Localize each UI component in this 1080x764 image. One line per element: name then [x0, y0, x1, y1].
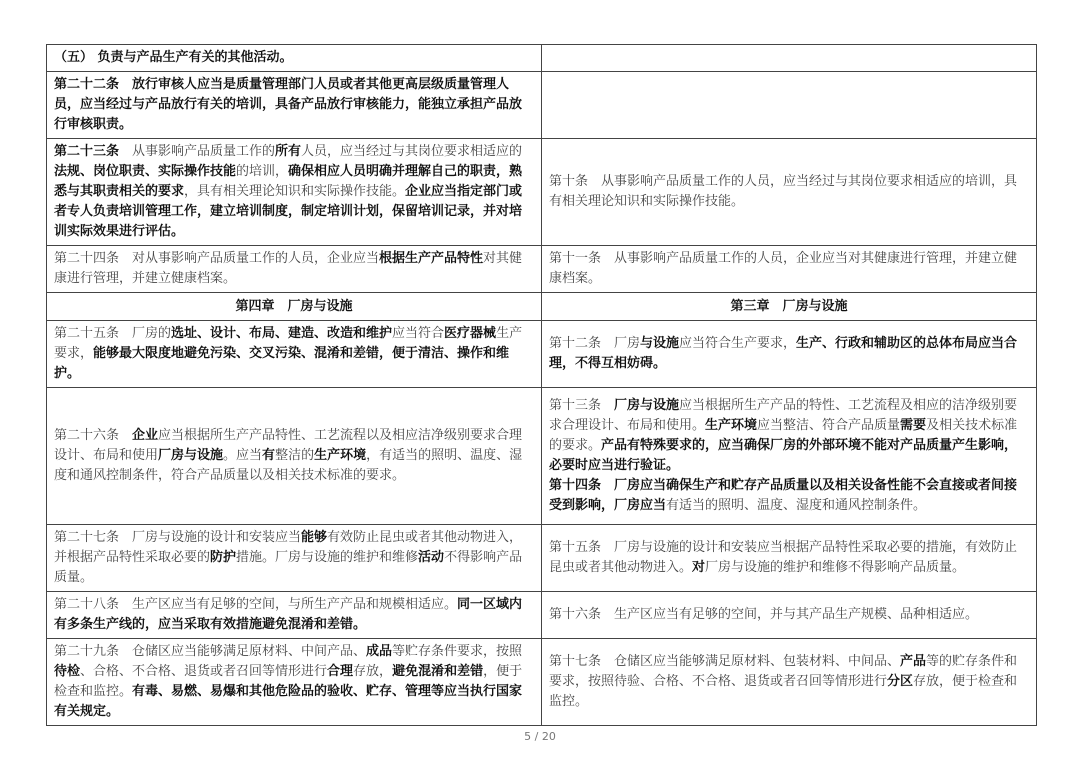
clause-text: 等的贮存条件和要求，按照待验、合格、不合格、退货或者召回等情形进行: [549, 654, 1018, 689]
clause-text: 第二十四条 对从事影响产品质量工作的人员，企业应当: [54, 251, 380, 266]
emphasized-text: 有: [262, 448, 276, 463]
old-regulation-cell: [542, 388, 1037, 525]
article-row: [47, 321, 1037, 388]
clause-text: 等贮存条件要求，按照: [392, 644, 523, 659]
emphasized-text: 企业: [132, 428, 159, 443]
old-regulation-cell: [542, 321, 1037, 388]
clause-text: 第十五条 厂房与设施的设计和安装应当根据产品特性采取必要的措施，有效防止昆虫或者其他动物进入。: [549, 540, 1018, 575]
clause-text: 。应当: [223, 448, 263, 463]
clause-text: 有适当的照明、温度、湿度和通风控制条件。: [666, 498, 927, 513]
new-regulation-cell: [47, 45, 542, 72]
clause-text: ，具有相关理论知识和实际操作技能。: [184, 184, 406, 199]
clause-text: 第十一条 从事影响产品质量工作的人员，企业应当对其健康进行管理，并建立健康档案。: [549, 251, 1018, 286]
emphasized-text: 厂房与设施: [158, 448, 224, 463]
old-regulation-cell: [542, 246, 1037, 293]
clause-text: 存放，便于检查和监控。: [549, 674, 1018, 709]
article-row: [47, 639, 1037, 726]
clause-text: ，便于检查和监控。: [54, 664, 523, 699]
old-regulation-cell: [542, 592, 1037, 639]
clause-text: 第十二条 厂房: [549, 336, 641, 351]
clause-text: 第二十六条: [54, 428, 133, 443]
clause-text: ，有适当的照明、温度、湿度和通风控制条件，符合产品质量以及相关技术标准的要求。: [54, 448, 523, 483]
emphasized-text: 待检: [54, 664, 81, 679]
old-regulation-cell: [542, 72, 1037, 139]
new-regulation-cell: [47, 246, 542, 293]
old-regulation-cell: [542, 639, 1037, 726]
article-row: [47, 72, 1037, 139]
clause-text: 、合格、不合格、退货或者召回等情形进行: [80, 664, 328, 679]
old-regulation-cell: [542, 45, 1037, 72]
article-row: [47, 139, 1037, 246]
new-regulation-cell: [47, 321, 542, 388]
emphasized-text: 需要: [900, 418, 927, 433]
clause-text: 生产要求，: [54, 326, 523, 361]
emphasized-text: 第四章 厂房与设施: [235, 298, 353, 314]
clause-text: 应当整洁、符合产品质量: [757, 418, 901, 433]
clause-text: 整洁的: [275, 448, 315, 463]
clause-text: 第二十七条 厂房与设施的设计和安装应当: [54, 530, 302, 545]
comparison-table: [46, 44, 1037, 726]
clause-text: 第十三条: [549, 398, 615, 413]
clause-text: 第十七条 仓储区应当能够满足原材料、包装材料、中间品、: [549, 654, 901, 669]
emphasized-text: 根据生产产品特性: [379, 251, 484, 266]
emphasized-text: （五） 负责与产品生产有关的其他活动。: [54, 50, 293, 65]
emphasized-text: 能够最大限度地避免污染、交叉污染、混淆和差错，便于清洁、操作和维护。: [54, 346, 510, 381]
article-row: [47, 592, 1037, 639]
article-row: [47, 246, 1037, 293]
emphasized-text: 确保相应人员明确并理解自己的职责，熟悉与其职责相关的要求: [54, 164, 523, 199]
new-regulation-cell: [47, 525, 542, 592]
clause-text: 应当根据所生产产品特性、工艺流程以及相应洁净级别要求合理设计、布局和使用: [54, 428, 523, 463]
page-number: 5 / 20: [524, 730, 556, 743]
new-regulation-cell: [47, 293, 542, 321]
emphasized-text: 第三章 厂房与设施: [730, 298, 848, 314]
new-regulation-cell: [47, 592, 542, 639]
emphasized-text: 所有: [275, 144, 302, 159]
old-regulation-cell: [542, 139, 1037, 246]
clause-text: 不得影响产品质量。: [54, 550, 523, 585]
comparison-table-body: [47, 45, 1037, 726]
clause-text: 应当符合: [392, 326, 445, 341]
clause-text: 第二十五条 厂房的: [54, 326, 172, 341]
emphasized-text: 同一区域内有多条生产线的，应当采取有效措施避免混淆和差错。: [54, 597, 523, 632]
emphasized-text: 生产环境: [705, 418, 758, 433]
emphasized-text: 生产、行政和辅助区的总体布局应当合理，不得互相妨碍。: [549, 336, 1018, 371]
old-regulation-cell: [542, 525, 1037, 592]
clause-text: 人员，应当经过与其岗位要求相适应的: [301, 144, 523, 159]
clause-text: 的培训，: [236, 164, 289, 179]
emphasized-text: 企业应当指定部门或者专人负责培训管理工作，建立培训制度，制定培训计划，保留培训记录，并对培训实际效果进行评估。: [54, 184, 523, 239]
clause-text: 应当符合生产要求，: [679, 336, 797, 351]
clause-text: 第十条 从事影响产品质量工作的人员，应当经过与其岗位要求相适应的培训，具有相关理论知识和实际操作技能。: [549, 174, 1018, 209]
clause-text: 措施。厂房与设施的维护和维修: [236, 550, 419, 565]
emphasized-text: 活动: [418, 550, 445, 565]
article-row: [47, 525, 1037, 592]
emphasized-text: 合理: [327, 664, 354, 679]
emphasized-text: 能够: [301, 530, 328, 545]
clause-text: 对其健康进行管理，并建立健康档案。: [54, 251, 523, 286]
clause-text: 及相关技术标准的要求。: [549, 418, 1018, 453]
clause-text: 第十六条 生产区应当有足够的空间，并与其产品生产规模、品种相适应。: [549, 607, 979, 622]
emphasized-text: 第二十二条 放行审核人应当是质量管理部门人员或者其他更高层级质量管理人员，应当经过与产品放行有关的培训，具备产品放行审核能力，能独立承担产品放行审核职责。: [54, 77, 523, 132]
new-regulation-cell: [47, 139, 542, 246]
emphasized-text: 产品: [900, 654, 927, 669]
emphasized-text: 选址、设计、布局、建造、改造和维护: [171, 326, 393, 341]
emphasized-text: 有毒、易燃、易爆和其他危险品的验收、贮存、管理等应当执行国家有关规定。: [54, 684, 523, 719]
emphasized-text: 法规、岗位职责、实际操作技能: [54, 164, 237, 179]
article-row: [47, 388, 1037, 525]
emphasized-text: 避免混淆和差错: [392, 664, 484, 679]
clause-text: 从事影响产品质量工作的: [119, 144, 276, 159]
emphasized-text: 成品: [366, 644, 393, 659]
emphasized-text: 第十四条 厂房应当确保生产和贮存产品质量以及相关设备性能不会直接或者间接受到影响，厂房应当: [549, 478, 1018, 513]
chapter-row: [47, 293, 1037, 321]
clause-text: 第二十八条 生产区应当有足够的空间，与所生产产品和规模相适应。: [54, 597, 458, 612]
clause-text: 存放，: [353, 664, 393, 679]
emphasized-text: 第二十三条: [54, 144, 120, 159]
new-regulation-cell: [47, 388, 542, 525]
clause-text: 有效防止昆虫或者其他动物进入，并根据产品特性采取必要的: [54, 530, 523, 565]
emphasized-text: 医疗器械: [444, 326, 497, 341]
emphasized-text: 对: [692, 560, 706, 575]
emphasized-text: 产品有特殊要求的，应当确保厂房的外部环境不能对产品质量产生影响，必要时应当进行验证。: [549, 438, 1018, 473]
emphasized-text: 生产环境: [314, 448, 367, 463]
clause-text: 第二十九条 仓储区应当能够满足原材料、中间产品、: [54, 644, 367, 659]
clause-text: 厂房与设施的维护和维修不得影响产品质量。: [705, 560, 966, 575]
emphasized-text: 防护: [210, 550, 237, 565]
emphasized-text: 与设施: [640, 336, 680, 351]
new-regulation-cell: [47, 639, 542, 726]
new-regulation-cell: [47, 72, 542, 139]
emphasized-text: 厂房与设施: [614, 398, 680, 413]
emphasized-text: 分区: [887, 674, 914, 689]
clause-text: 应当根据所生产产品的特性、工艺流程及相应的洁净级别要求合理设计、布局和使用。: [549, 398, 1018, 433]
article-row: [47, 45, 1037, 72]
old-regulation-cell: [542, 293, 1037, 321]
